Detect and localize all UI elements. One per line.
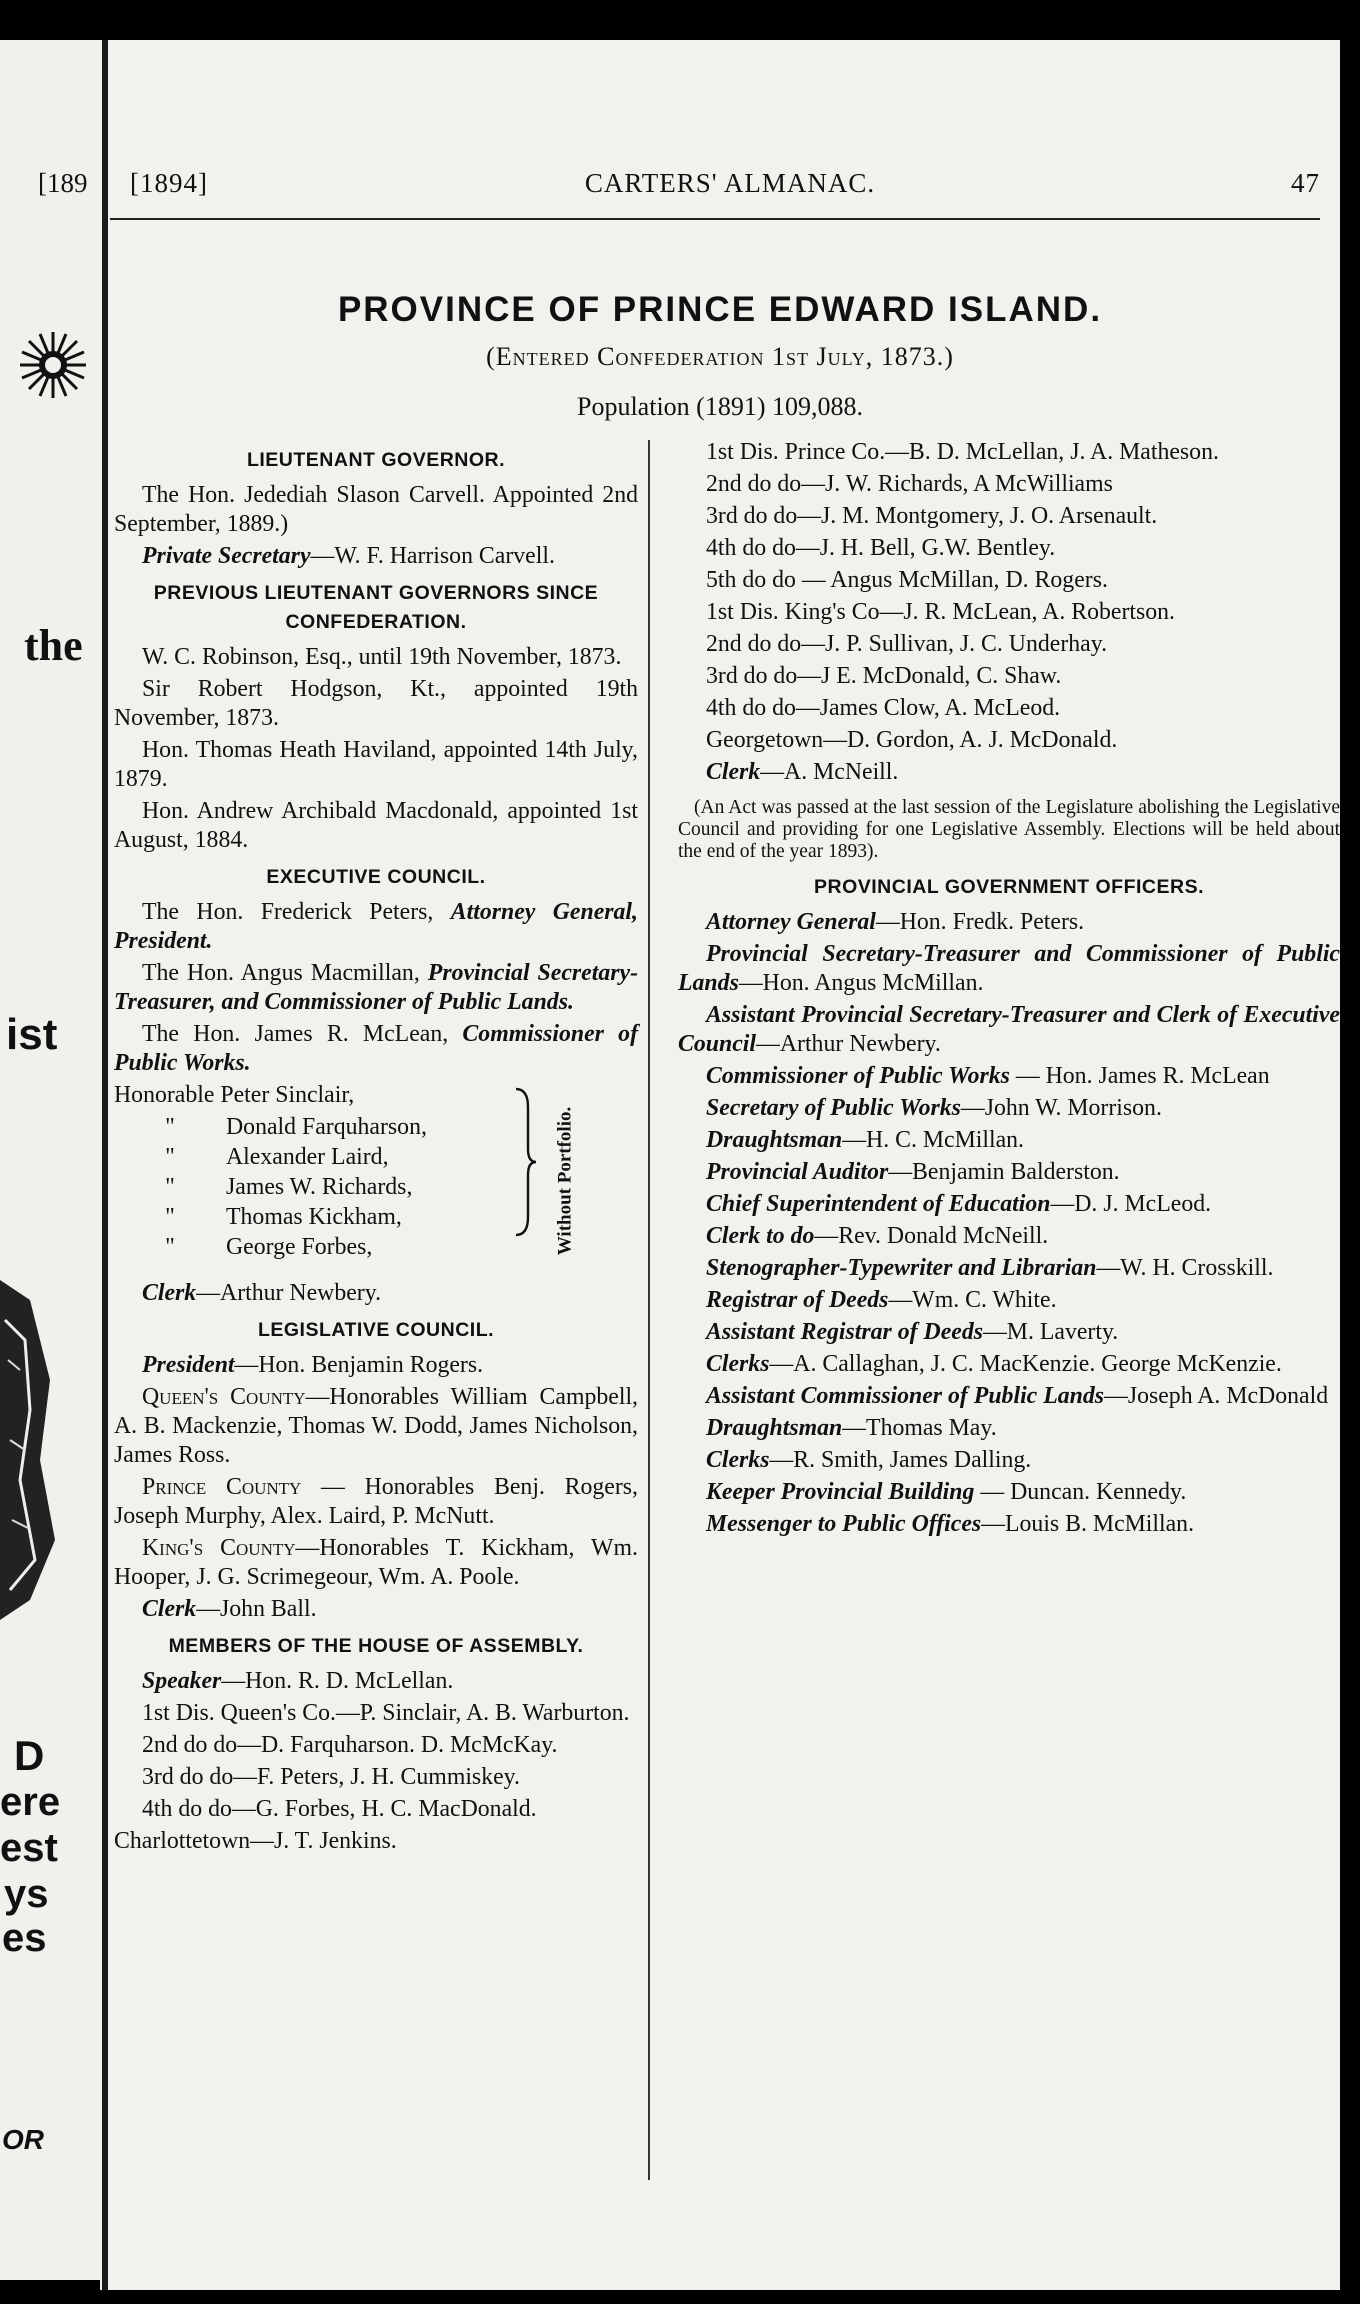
- portfolio-member: [114, 1113, 427, 1142]
- mclean-name: The Hon. James R. McLean,: [142, 1021, 463, 1047]
- brace-icon: [514, 1087, 538, 1237]
- without-portfolio-text: Without Portfolio.: [554, 1106, 576, 1256]
- executive-member-macmillan: [114, 959, 638, 1017]
- page-number: 47: [1291, 168, 1320, 198]
- assembly-district-entry: 2nd do do—J. P. Sullivan, J. C. Underhay.: [706, 631, 1108, 657]
- officer-role: Clerks: [706, 1351, 770, 1377]
- officer-role: Stenographer-Typewriter and Librarian: [706, 1255, 1097, 1281]
- officer-name: —A. Callaghan, J. C. MacKenzie. George McKenzie.: [769, 1351, 1282, 1377]
- officer-role: Chief Superintendent of Education: [706, 1191, 1051, 1217]
- officer-name: —Joseph A. McDonald: [1104, 1383, 1329, 1409]
- legislative-clerk: [114, 1595, 638, 1624]
- clerk-name: —A. McNeill.: [760, 759, 899, 785]
- queens-county-text: —Honorables William Campbell, A. B. Mackenzie, Thomas W. Dodd, James Nicholson, James Ross.: [114, 1384, 638, 1468]
- header-rule: [110, 218, 1320, 220]
- officer-name: —Wm. C. White.: [888, 1287, 1057, 1313]
- officer-name: —Arthur Newbery.: [756, 1031, 941, 1057]
- assembly-district-entry: 4th do do—James Clow, A. McLeod.: [706, 695, 1061, 721]
- officer-name: —Rev. Donald McNeill.: [814, 1223, 1049, 1249]
- clerk-name: —John Ball.: [196, 1596, 317, 1622]
- assembly-district-entry: 3rd do do—J E. McDonald, C. Shaw.: [706, 663, 1062, 689]
- portfolio-member: [114, 1143, 389, 1172]
- right-column: [678, 438, 1340, 1542]
- clerk-role: Clerk: [142, 1596, 197, 1622]
- legislative-president: [114, 1351, 638, 1380]
- officer-role: Draughtsman: [706, 1127, 843, 1153]
- officer-entry: [678, 1478, 1340, 1507]
- officer-role: Assistant Commissioner of Public Lands: [706, 1383, 1105, 1409]
- portfolio-member-name: George Forbes,: [226, 1234, 373, 1260]
- officer-name: —Benjamin Balderston.: [888, 1159, 1120, 1185]
- previous-governor-entry: Hon. Andrew Archibald Macdonald, appointed 1st August, 1884.: [114, 798, 638, 853]
- without-portfolio-block: [114, 1081, 638, 1275]
- kings-county-text: —Honorables T. Kickham, Wm. Hooper, J. G. Scrimegeour, Wm. A. Poole.: [114, 1535, 638, 1590]
- macmillan-name: The Hon. Angus Macmillan,: [142, 960, 428, 986]
- fragment-ist: ist: [6, 1010, 58, 1059]
- officer-entry: [678, 1158, 1340, 1187]
- officer-role: Secretary of Public Works: [706, 1095, 961, 1121]
- officer-entry: [678, 908, 1340, 937]
- officer-entry: [678, 1062, 1340, 1091]
- adjacent-page-fragment: [0, 40, 100, 2280]
- prince-county-label: Prince County: [142, 1474, 302, 1500]
- officer-name: —D. J. McLeod.: [1050, 1191, 1212, 1217]
- portfolio-member-name: Thomas Kickham,: [226, 1204, 402, 1230]
- officer-entry: [678, 1254, 1340, 1283]
- column-divider: [648, 440, 650, 2180]
- assembly-speaker: [114, 1667, 638, 1696]
- kings-county-members: [114, 1534, 638, 1592]
- previous-governor-entry: Sir Robert Hodgson, Kt., appointed 19th November, 1873.: [114, 676, 638, 731]
- private-secretary: [114, 542, 638, 571]
- executive-council-heading: EXECUTIVE COUNCIL.: [266, 866, 486, 888]
- ditto-mark: ": [165, 1114, 175, 1140]
- ditto-mark: ": [165, 1174, 175, 1200]
- government-officers-heading: PROVINCIAL GOVERNMENT OFFICERS.: [814, 876, 1204, 898]
- running-header: [130, 168, 1320, 208]
- queens-county-label: Queen's County: [142, 1384, 306, 1410]
- officer-entry: [678, 1446, 1340, 1475]
- fragment-d: D: [14, 1732, 45, 1779]
- officer-role: Draughtsman: [706, 1415, 843, 1441]
- officer-role: Provincial Auditor: [706, 1159, 889, 1185]
- fragment-the: the: [24, 621, 83, 670]
- officer-entry: [678, 1414, 1340, 1443]
- officer-role: Commissioner of Public Works: [706, 1063, 1010, 1089]
- portfolio-member: [114, 1173, 412, 1202]
- portfolio-member: [114, 1203, 402, 1232]
- ditto-mark: ": [165, 1204, 175, 1230]
- assembly-district-entry: 4th do do—G. Forbes, H. C. MacDonald.: [142, 1796, 537, 1822]
- sun-ornament-icon: [18, 330, 88, 400]
- officer-name: —R. Smith, James Dalling.: [769, 1447, 1032, 1473]
- peters-name: The Hon. Frederick Peters,: [142, 899, 451, 925]
- fragment-ys: ys: [4, 1872, 49, 1916]
- portfolio-member-name: Alexander Laird,: [226, 1144, 389, 1170]
- clerk-role: Clerk: [706, 759, 761, 785]
- officer-name: —Louis B. McMillan.: [981, 1511, 1195, 1537]
- without-portfolio-label: [548, 1091, 582, 1271]
- officer-role: Provincial Secretary-Treasurer and Commissioner of Public Lands: [678, 941, 1340, 996]
- page-spine-shadow: [102, 40, 108, 2290]
- fragment-or: OR: [2, 2124, 44, 2155]
- officer-entry: [678, 1190, 1340, 1219]
- assembly-district-entry: 5th do do — Angus McMillan, D. Rogers.: [706, 567, 1108, 593]
- assembly-district-entry: 4th do do—J. H. Bell, G.W. Bentley.: [706, 535, 1056, 561]
- page-title: PROVINCE OF PRINCE EDWARD ISLAND.: [337, 290, 1103, 329]
- portfolio-member: [114, 1233, 372, 1262]
- fragment-year: [189: [38, 168, 88, 198]
- kings-county-label: King's County: [142, 1535, 296, 1561]
- previous-governor-entry: W. C. Robinson, Esq., until 19th November, 1873.: [142, 644, 622, 670]
- queens-county-members: [114, 1383, 638, 1470]
- officer-name: — Hon. James R. McLean: [1009, 1063, 1270, 1089]
- assembly-district-entry: 2nd do do—J. W. Richards, A McWilliams: [706, 471, 1113, 497]
- officer-role: Assistant Provincial Secretary-Treasurer and Clerk of Executive Council: [678, 1002, 1340, 1057]
- officer-role: Clerk to do: [706, 1223, 815, 1249]
- officer-entry: [678, 1286, 1340, 1315]
- population-line: Population (1891) 109,088.: [577, 392, 863, 421]
- assembly-district-entry: 1st Dis. Queen's Co.—P. Sinclair, A. B. Warburton.: [142, 1700, 630, 1726]
- previous-governors-heading: PREVIOUS LIEUTENANT GOVERNORS SINCE CONFEDERATION.: [153, 582, 599, 633]
- mclean-role: Commissioner of Public Works.: [114, 1021, 638, 1076]
- prince-county-text: — Honorables Benj. Rogers, Joseph Murphy, Alex. Laird, P. McNutt.: [114, 1474, 638, 1529]
- lt-governor-name: The Hon. Jedediah Slason Carvell. Appointed 2nd September, 1889.): [114, 482, 638, 537]
- officer-entry: [678, 1126, 1340, 1155]
- officer-role: Registrar of Deeds: [706, 1287, 889, 1313]
- officer-entry: [678, 1382, 1340, 1411]
- officer-name: — Duncan. Kennedy.: [974, 1479, 1187, 1505]
- macmillan-role: Provincial Secretary-Treasurer, and Commissioner of Public Lands.: [114, 960, 639, 1015]
- fragment-ere: ere: [0, 1780, 61, 1824]
- clerk-name: —Arthur Newbery.: [196, 1280, 382, 1306]
- officer-role: Keeper Provincial Building: [706, 1479, 975, 1505]
- clerk-role: Clerk: [142, 1280, 197, 1306]
- officer-entry: [678, 1222, 1340, 1251]
- officer-role: Clerks: [706, 1447, 770, 1473]
- fragment-est: est: [0, 1826, 58, 1870]
- officer-entry: [678, 1001, 1340, 1059]
- previous-governor-entry: Hon. Thomas Heath Haviland, appointed 14th July, 1879.: [114, 737, 638, 792]
- legislature-note: (An Act was passed at the last session of the Legislature abolishing the Legislative Council and providing for one Legislative Assembly. Elections will be held about the end of the year 1893).: [678, 797, 1340, 862]
- assembly-district-entry: 2nd do do—D. Farquharson. D. McMcKay.: [142, 1732, 558, 1758]
- officer-name: —M. Laverty.: [983, 1319, 1119, 1345]
- speaker-role: Speaker: [142, 1668, 222, 1694]
- officer-name: —Thomas May.: [842, 1415, 997, 1441]
- president-role: President: [142, 1352, 235, 1378]
- confederation-subtitle: (Entered Confederation 1st July, 1873.): [486, 342, 954, 371]
- officer-entry: [678, 1094, 1340, 1123]
- prince-county-members: [114, 1473, 638, 1531]
- assembly-district-entry: Charlottetown—J. T. Jenkins.: [114, 1828, 397, 1854]
- peters-role: Attorney General, President.: [114, 899, 638, 954]
- officer-entry: [678, 1318, 1340, 1347]
- legislative-council-heading: LEGISLATIVE COUNCIL.: [257, 1319, 495, 1341]
- assembly-district-entry: Georgetown—D. Gordon, A. J. McDonald.: [706, 727, 1118, 753]
- officer-role: Assistant Registrar of Deeds: [706, 1319, 983, 1345]
- portfolio-member-name: Donald Farquharson,: [226, 1114, 427, 1140]
- officer-name: —Hon. Fredk. Peters.: [875, 909, 1085, 935]
- engraving-fragment: [0, 1260, 60, 1640]
- ditto-mark: ": [165, 1144, 175, 1170]
- fragment-es: es: [2, 1916, 47, 1960]
- officer-entry: [678, 1510, 1340, 1539]
- president-name: —Hon. Benjamin Rogers.: [234, 1352, 484, 1378]
- left-column: [114, 438, 638, 1859]
- header-title: CARTERS' ALMANAC.: [584, 168, 876, 198]
- executive-clerk: [114, 1279, 638, 1308]
- officer-name: —Hon. Angus McMillan.: [738, 970, 984, 996]
- officer-entry: [678, 940, 1340, 998]
- assembly-district-entry: 3rd do do—F. Peters, J. H. Cummiskey.: [142, 1764, 520, 1790]
- assembly-district-entry: 1st Dis. King's Co—J. R. McLean, A. Robertson.: [706, 599, 1175, 625]
- officer-name: —W. H. Crosskill.: [1096, 1255, 1274, 1281]
- assembly-district-entry: 1st Dis. Prince Co.—B. D. McLellan, J. A. Matheson.: [706, 439, 1219, 465]
- lt-governor-heading: LIEUTENANT GOVERNOR.: [246, 449, 506, 471]
- officer-name: —H. C. McMillan.: [842, 1127, 1025, 1153]
- speaker-name: —Hon. R. D. McLellan.: [221, 1668, 454, 1694]
- officer-role: Attorney General: [706, 909, 876, 935]
- officer-role: Messenger to Public Offices: [706, 1511, 982, 1537]
- assembly-district-entry: 3rd do do—J. M. Montgomery, J. O. Arsenault.: [706, 503, 1158, 529]
- almanac-page: [100, 40, 1340, 2290]
- executive-member-mclean: [114, 1020, 638, 1078]
- private-secretary-role: Private Secretary: [142, 543, 311, 569]
- officer-entry: [678, 1350, 1340, 1379]
- private-secretary-name: —W. F. Harrison Carvell.: [310, 543, 555, 569]
- officer-name: —John W. Morrison.: [960, 1095, 1162, 1121]
- executive-member-peters: [114, 898, 638, 956]
- ditto-mark: ": [165, 1234, 175, 1260]
- portfolio-member: Honorable Peter Sinclair,: [114, 1082, 355, 1108]
- house-of-assembly-heading: MEMBERS OF THE HOUSE OF ASSEMBLY.: [168, 1635, 584, 1657]
- header-year: [1894]: [130, 168, 208, 198]
- assembly-clerk: [678, 758, 1340, 787]
- portfolio-member-name: James W. Richards,: [226, 1174, 413, 1200]
